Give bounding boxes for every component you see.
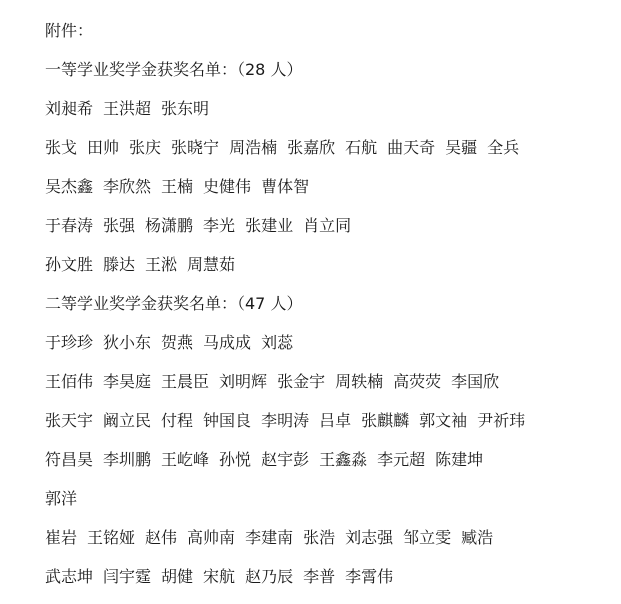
recipient-name: 李国欣 bbox=[451, 372, 500, 391]
recipient-name: 胡健 bbox=[161, 567, 194, 586]
recipient-name: 崔岩 bbox=[45, 528, 78, 547]
recipient-name: 于春涛 bbox=[45, 216, 94, 235]
recipient-name: 于珍珍 bbox=[45, 333, 94, 352]
recipient-name: 符昌昊 bbox=[45, 450, 94, 469]
name-row bbox=[45, 447, 613, 486]
name-row bbox=[45, 135, 613, 174]
recipient-name: 孙文胜 bbox=[45, 255, 94, 274]
recipient-name: 李元超 bbox=[377, 450, 426, 469]
recipient-name: 杨潇鹏 bbox=[145, 216, 194, 235]
recipient-name: 赵乃辰 bbox=[245, 567, 294, 586]
recipient-name: 张庆 bbox=[129, 138, 162, 157]
recipient-name: 李建南 bbox=[245, 528, 294, 547]
recipient-name: 曲天奇 bbox=[387, 138, 436, 157]
section-first-prize bbox=[45, 57, 613, 291]
name-row bbox=[45, 408, 613, 447]
recipient-name: 曹体智 bbox=[261, 177, 310, 196]
recipient-name: 孙悦 bbox=[219, 450, 252, 469]
recipient-name: 臧浩 bbox=[461, 528, 494, 547]
recipient-name: 邹立雯 bbox=[403, 528, 452, 547]
recipient-name: 贺燕 bbox=[161, 333, 194, 352]
recipient-name: 张天宇 bbox=[45, 411, 94, 430]
recipient-name: 吴杰鑫 bbox=[45, 177, 94, 196]
recipient-name: 刘明辉 bbox=[219, 372, 268, 391]
recipient-name: 刘蕊 bbox=[261, 333, 294, 352]
recipient-name: 周慧茹 bbox=[187, 255, 236, 274]
recipient-name: 王屹峰 bbox=[161, 450, 210, 469]
recipient-name: 肖立同 bbox=[303, 216, 352, 235]
recipient-name: 李霄伟 bbox=[345, 567, 394, 586]
recipient-name: 张浩 bbox=[303, 528, 336, 547]
recipient-name: 王佰伟 bbox=[45, 372, 94, 391]
recipient-name: 李光 bbox=[203, 216, 236, 235]
recipient-name: 李普 bbox=[303, 567, 336, 586]
name-row bbox=[45, 213, 613, 252]
recipient-name: 石航 bbox=[345, 138, 378, 157]
recipient-name: 王洪超 bbox=[103, 99, 152, 118]
recipient-name: 武志坤 bbox=[45, 567, 94, 586]
recipient-name: 狄小东 bbox=[103, 333, 152, 352]
recipient-name: 张嘉欣 bbox=[287, 138, 336, 157]
recipient-name: 郭文袖 bbox=[419, 411, 468, 430]
recipient-name: 周轶楠 bbox=[335, 372, 384, 391]
recipient-name: 王铭娅 bbox=[87, 528, 136, 547]
recipient-name: 郭洋 bbox=[45, 489, 78, 508]
section-second-prize bbox=[45, 291, 613, 603]
recipient-name: 周浩楠 bbox=[229, 138, 278, 157]
name-row bbox=[45, 330, 613, 369]
section-heading: 一等学业奖学金获奖名单：（28 人） bbox=[45, 60, 303, 79]
recipient-name: 田帅 bbox=[87, 138, 120, 157]
name-row bbox=[45, 525, 613, 564]
recipient-name: 闫宇霆 bbox=[103, 567, 152, 586]
name-row bbox=[45, 252, 613, 291]
recipient-name: 李昊庭 bbox=[103, 372, 152, 391]
recipient-name: 李欣然 bbox=[103, 177, 152, 196]
recipient-name: 王楠 bbox=[161, 177, 194, 196]
recipient-name: 赵伟 bbox=[145, 528, 178, 547]
section-heading: 二等学业奖学金获奖名单：（47 人） bbox=[45, 294, 303, 313]
name-row bbox=[45, 486, 613, 525]
recipient-name: 刘志强 bbox=[345, 528, 394, 547]
recipient-name: 张建业 bbox=[245, 216, 294, 235]
recipient-name: 吕卓 bbox=[319, 411, 352, 430]
recipient-name: 李明涛 bbox=[261, 411, 310, 430]
recipient-name: 高帅南 bbox=[187, 528, 236, 547]
recipient-name: 张东明 bbox=[161, 99, 210, 118]
recipient-name: 阚立民 bbox=[103, 411, 152, 430]
recipient-name: 陈建坤 bbox=[435, 450, 484, 469]
recipient-name: 全兵 bbox=[487, 138, 520, 157]
recipient-name: 张戈 bbox=[45, 138, 78, 157]
recipient-name: 刘昶希 bbox=[45, 99, 94, 118]
recipient-name: 滕达 bbox=[103, 255, 136, 274]
name-row bbox=[45, 564, 613, 603]
recipient-name: 王晨臣 bbox=[161, 372, 210, 391]
recipient-name: 马成成 bbox=[203, 333, 252, 352]
recipient-name: 张强 bbox=[103, 216, 136, 235]
recipient-name: 宋航 bbox=[203, 567, 236, 586]
recipient-name: 王淞 bbox=[145, 255, 178, 274]
name-row bbox=[45, 96, 613, 135]
recipient-name: 张晓宁 bbox=[171, 138, 220, 157]
name-row bbox=[45, 369, 613, 408]
recipient-name: 吴疆 bbox=[445, 138, 478, 157]
recipient-name: 付程 bbox=[161, 411, 194, 430]
recipient-name: 高荧荧 bbox=[393, 372, 442, 391]
document-body bbox=[45, 18, 613, 603]
recipient-name: 史健伟 bbox=[203, 177, 252, 196]
recipient-name: 张金宇 bbox=[277, 372, 326, 391]
name-row bbox=[45, 174, 613, 213]
attachment-label: 附件： bbox=[45, 21, 94, 40]
recipient-name: 钟国良 bbox=[203, 411, 252, 430]
recipient-name: 张麒麟 bbox=[361, 411, 410, 430]
recipient-name: 尹祈玮 bbox=[477, 411, 526, 430]
recipient-name: 赵宇彭 bbox=[261, 450, 310, 469]
recipient-name: 李圳鹏 bbox=[103, 450, 152, 469]
recipient-name: 王鑫淼 bbox=[319, 450, 368, 469]
